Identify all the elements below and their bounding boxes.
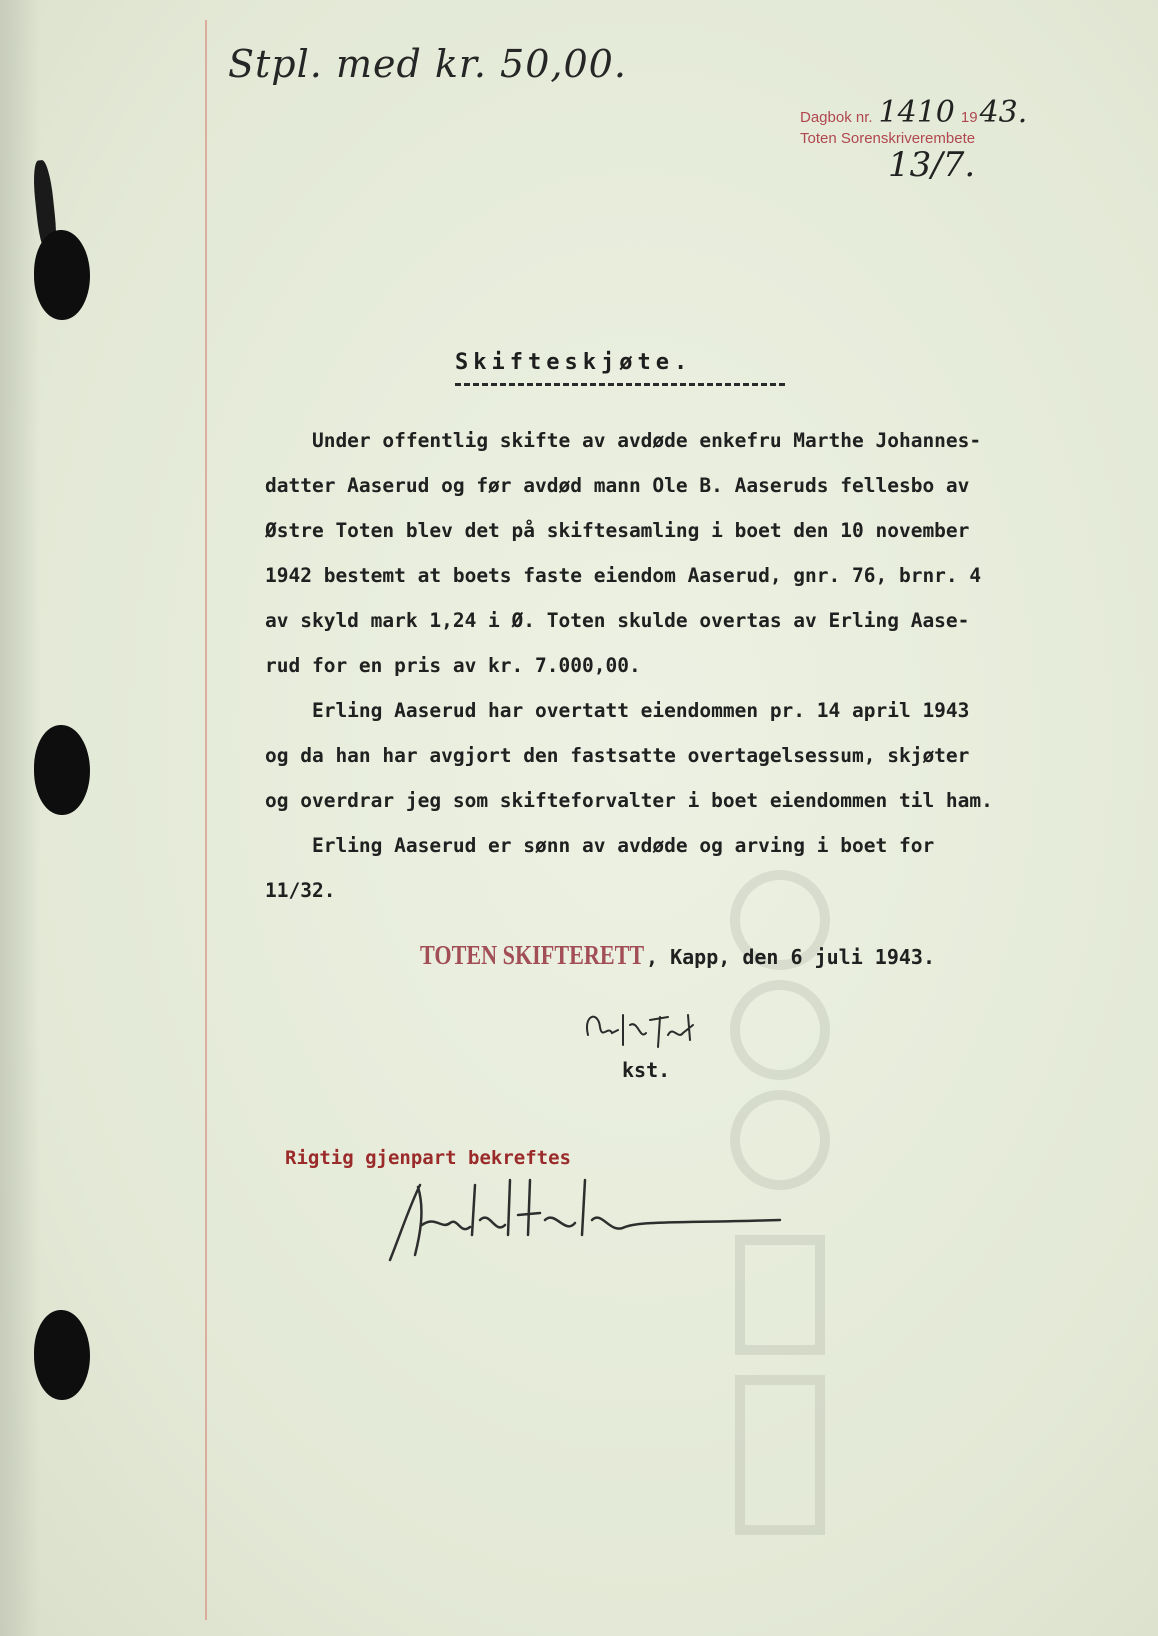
- dagbok-year-printed: 19: [960, 109, 978, 126]
- dagbok-label: Dagbok nr.: [800, 109, 873, 126]
- punch-hole-top: [34, 230, 90, 320]
- body-line: Erling Aaserud er sønn av avdøde og arving i boet for: [265, 834, 935, 857]
- court-stamp: TOTEN SKIFTERETT: [420, 940, 645, 970]
- body-line: og da han har avgjort den fastsatte overtagelsessum, skjøter: [265, 744, 970, 767]
- certification-text: Rigtig gjenpart bekreftes: [285, 1147, 571, 1169]
- body-line: 11/32.: [265, 879, 336, 902]
- place-date-line: [420, 940, 935, 971]
- place-date: , Kapp, den 6 juli 1943.: [646, 945, 935, 969]
- body-line: 1942 bestemt at boets faste eiendom Aaserud, gnr. 76, brnr. 4: [265, 564, 982, 587]
- kst-abbrev: kst.: [622, 1058, 671, 1082]
- document-body: [265, 418, 1125, 913]
- margin-rule: [205, 20, 207, 1620]
- certification-signature: [380, 1165, 820, 1275]
- title-underline: [455, 383, 785, 386]
- judge-signature: [578, 1005, 708, 1055]
- body-line: av skyld mark 1,24 i Ø. Toten skulde overtas av Erling Aase-: [265, 609, 970, 632]
- punch-hole-bottom: [34, 1310, 90, 1400]
- body-line: og overdrar jeg som skifteforvalter i boet eiendommen til ham.: [265, 789, 993, 812]
- dagbok-date: 13/7.: [888, 145, 976, 185]
- dagbok-year-handwritten: 43.: [979, 95, 1028, 130]
- body-line: Østre Toten blev det på skiftesamling i boet den 10 november: [265, 519, 970, 542]
- body-line: rud for en pris av kr. 7.000,00.: [265, 654, 641, 677]
- document-title: Skifteskjøte.: [455, 350, 693, 375]
- page-edge-shadow: [0, 0, 40, 1636]
- dagbok-stamp: [800, 95, 1027, 185]
- body-line: Under offentlig skifte av avdøde enkefru Marthe Johannes-: [265, 429, 982, 452]
- dagbok-number: 1410: [878, 95, 955, 130]
- punch-hole-middle: [34, 725, 90, 815]
- stamp-fee-note: Stpl. med kr. 50,00.: [228, 42, 627, 86]
- body-line: Erling Aaserud har overtatt eiendommen pr. 14 april 1943: [265, 699, 970, 722]
- dagbok-office: Toten Sorenskriverembete: [800, 130, 976, 147]
- body-line: datter Aaserud og før avdød mann Ole B. Aaseruds fellesbo av: [265, 474, 970, 497]
